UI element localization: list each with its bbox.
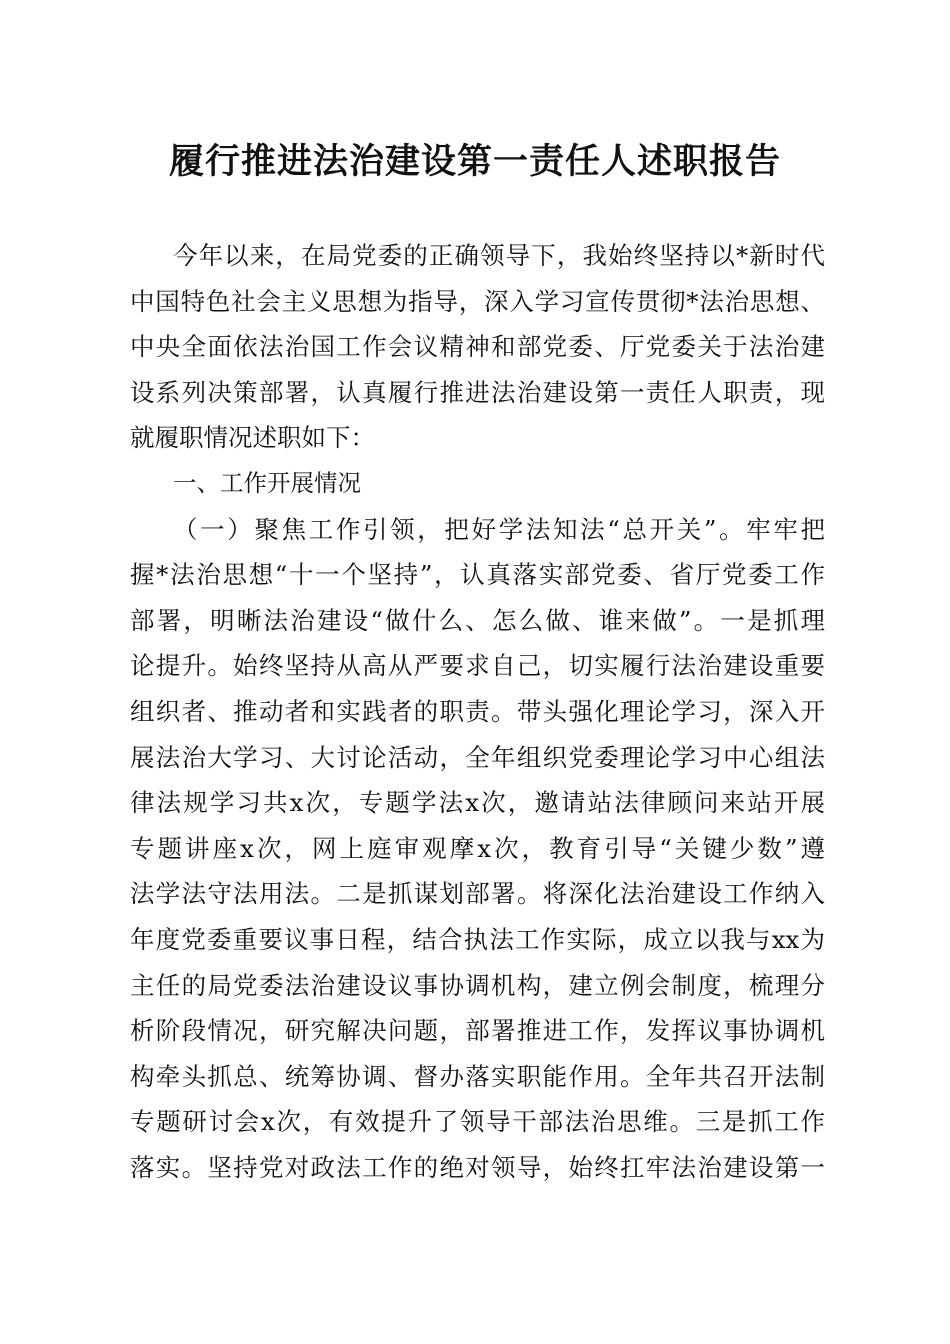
document-title: 履行推进法治建设第一责任人述职报告 bbox=[168, 141, 781, 182]
paragraph-line: 中国特色社会主义思想为指导，深入学习宣传贯彻*法治思想、 bbox=[130, 286, 825, 316]
paragraph-line: 设系列决策部署，认真履行推进法治建设第一责任人职责，现 bbox=[130, 377, 825, 407]
paragraph-line: 专题研讨会x次，有效提升了领导干部法治思维。三是抓工作 bbox=[130, 1107, 825, 1137]
paragraph-line: 握*法治思想“十一个坚持”，认真落实部党委、省厅党委工作 bbox=[130, 560, 825, 590]
paragraph-line: 专题讲座x次，网上庭审观摩x次，教育引导“关键少数”遵 bbox=[130, 833, 825, 863]
paragraph-line: （一）聚焦工作引领，把好学法知法“总开关”。牢牢把 bbox=[173, 514, 825, 544]
paragraph-line: 析阶段情况，研究解决问题，部署推进工作，发挥议事协调机 bbox=[130, 1016, 825, 1046]
paragraph-line: 落实。坚持党对政法工作的绝对领导，始终扛牢法治建设第一 bbox=[130, 1152, 825, 1182]
paragraph-line: 主任的局党委法治建设议事协调机构，建立例会制度，梳理分 bbox=[130, 970, 825, 1000]
document-body bbox=[130, 233, 825, 1190]
section-heading: 一、工作开展情况 bbox=[173, 468, 361, 497]
paragraph-line: 论提升。始终坚持从高从严要求自己，切实履行法治建设重要 bbox=[130, 651, 825, 681]
paragraph-line: 构牵头抓总、统筹协调、督办落实职能作用。全年共召开法制 bbox=[130, 1061, 825, 1091]
paragraph-line: 法学法守法用法。二是抓谋划部署。将深化法治建设工作纳入 bbox=[130, 879, 825, 909]
paragraph-line: 中央全面依法治国工作会议精神和部党委、厅党委关于法治建 bbox=[130, 332, 825, 362]
paragraph-line: 律法规学习共x次，专题学法x次，邀请站法律顾问来站开展 bbox=[130, 788, 825, 818]
paragraph-line: 年度党委重要议事日程，结合执法工作实际，成立以我与xx为 bbox=[130, 924, 825, 954]
paragraph-line: 组织者、推动者和实践者的职责。带头强化理论学习，深入开 bbox=[130, 696, 825, 726]
paragraph-line: 展法治大学习、大讨论活动，全年组织党委理论学习中心组法 bbox=[130, 742, 825, 772]
paragraph-line: 今年以来，在局党委的正确领导下，我始终坚持以*新时代 bbox=[173, 241, 825, 270]
paragraph-line: 部署，明晰法治建设“做什么、怎么做、谁来做”。一是抓理 bbox=[130, 605, 825, 635]
paragraph-line: 就履职情况述职如下： bbox=[130, 423, 375, 453]
